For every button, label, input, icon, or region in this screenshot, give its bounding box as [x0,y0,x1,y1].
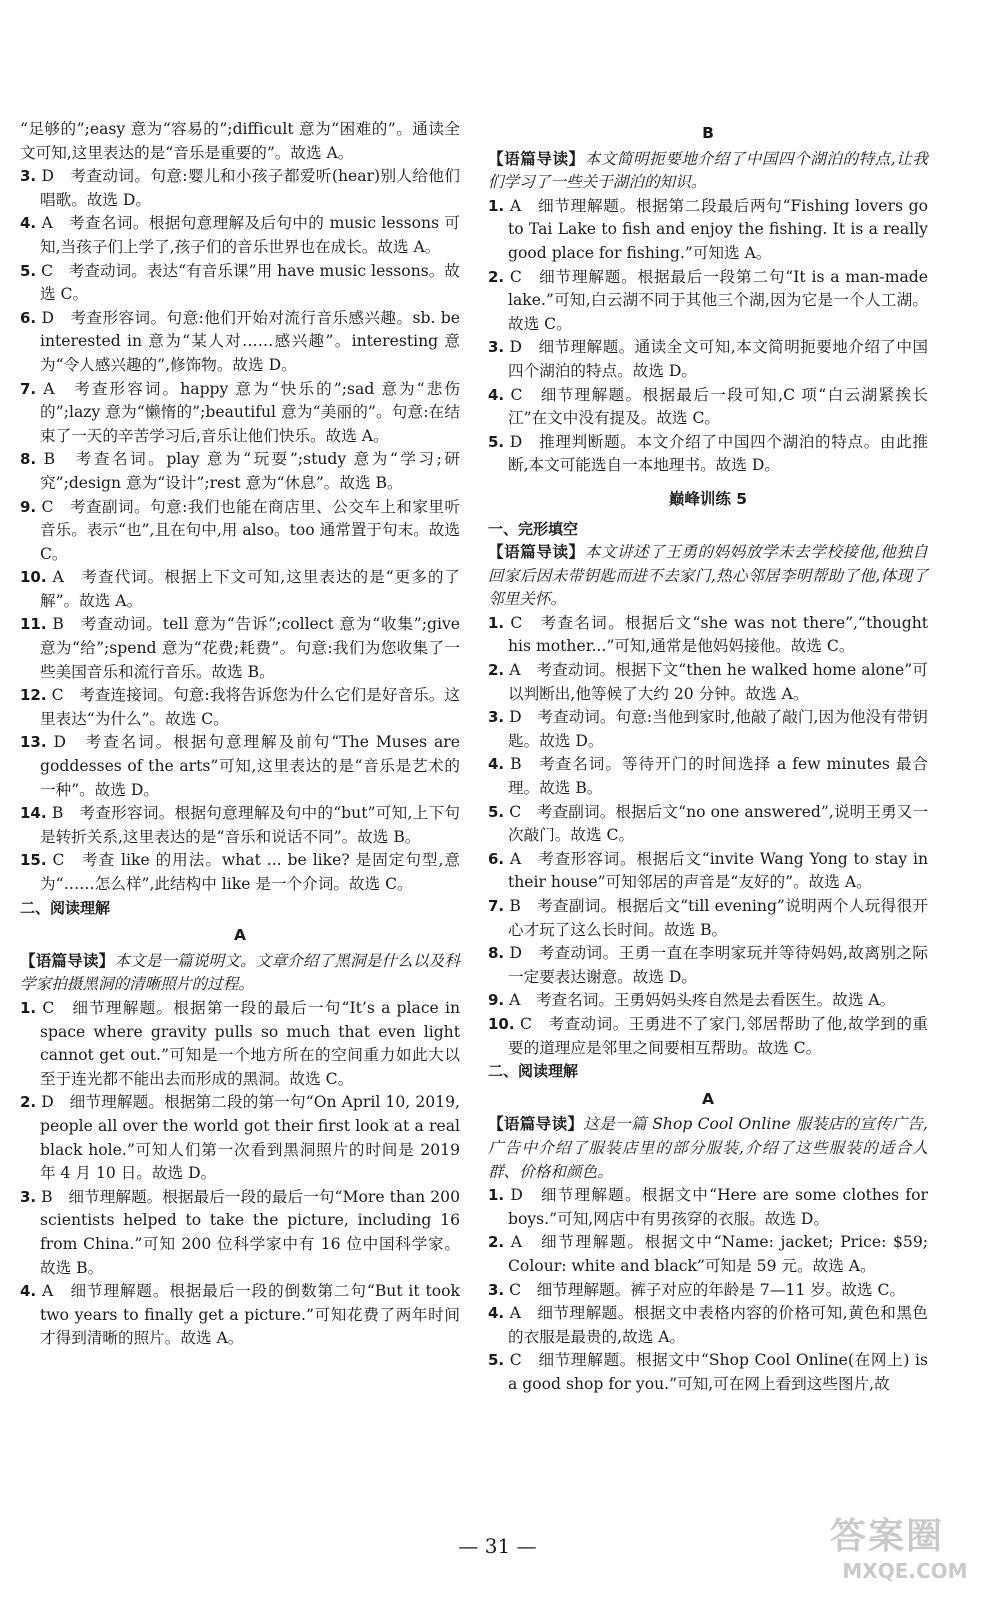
watermark-en: MXQE.COM [842,1559,968,1583]
answer-item [488,612,928,659]
answer-text: A 细节理解题。根据文中“Name: jacket; Price: $59; Colour: white and black”可知是 59 元。故选 A。 [508,1233,928,1275]
answer-number: 7. [20,379,37,398]
answer-text: B 细节理解题。根据最后一段的最后一句“More than 200 scientists helped to take the picture, including 16 from China.”可知 200 位科学家中有 16 位中国科学家。故选 B。 [40,1187,460,1277]
answer-number: 6. [20,308,37,327]
answer-item [20,1280,460,1351]
answer-number: 2. [488,1233,505,1252]
passage-a-label-left: A [234,926,246,945]
answer-text: A 考查动词。根据下文“then he walked home alone”可以判断出,他等候了大约 20 分钟。故选 A。 [508,661,928,703]
passage-guide [488,1113,928,1184]
answer-text: D 推理判断题。本文介绍了中国四个湖泊的特点。由此推断,本文可能选自一本地理书。故选 D。 [508,432,928,475]
answer-text: A 考查形容词。根据后文“invite Wang Yong to stay in their house”可知邻居的声音是“友好的”。故选 A。 [508,849,928,892]
answer-text: B 考查名词。等待开门的时间选择 a few minutes 最合理。故选 B。 [508,755,928,798]
answer-number: 3. [488,708,505,727]
answer-text: D 考查动词。王勇一直在李明家玩并等待妈妈,故离别之际一定要表达谢意。故选 D。 [508,944,928,986]
answer-item [20,378,460,449]
answer-number: 4. [488,1304,505,1323]
passage-b-item-list [488,195,928,478]
answer-text: A 考查形容词。happy 意为“快乐的”;sad 意为“悲伤的”;lazy 意为“懒惰的”;beautiful 意为“美丽的”。句意:在结束了一天的辛苦学习后,音乐让他们快乐。故选 A。 [40,379,460,445]
answer-number: 5. [488,802,505,821]
answer-text: D 考查动词。句意:当他到家时,他敲了敲门,因为他没有带钥匙。故选 D。 [508,708,928,750]
intro-text: “足够的”;easy 意为“容易的”;difficult 意为“困难的”。通读全文可知,这里表达的是“音乐是重要的”。故选 A。 [20,120,460,162]
answer-number: 15. [20,851,47,870]
cloze-guide [488,541,928,612]
passage-a-item-list [488,1184,928,1396]
answer-item [488,1349,928,1396]
answer-item [488,1013,928,1060]
answer-text: A 细节理解题。根据第二段最后两句“Fishing lovers go to Tai Lake to fish and enjoy the fishing. It is a really good place for fishing.”可知选 A。 [508,196,928,262]
answer-item [20,802,460,849]
answer-number: 3. [20,167,37,186]
answer-text: A 考查名词。王勇妈妈头疼自然是去看医生。故选 A。 [509,991,896,1010]
answer-item [20,496,460,567]
answer-text: C 细节理解题。根据文中“Shop Cool Online(在网上) is a good shop for you.”可知,可在网上看到这些图片,故 [508,1351,928,1393]
answer-text: B 考查动词。tell 意为“告诉”;collect 意为“收集”;give 意为“给”;spend 意为“花费;耗费”。句意:我们为您收集了一些美国音乐和流行音乐。故选 B。 [40,615,460,681]
answer-text: D 考查名词。根据句意理解及前句“The Muses are goddesses of the arts”可知,这里表达的是“音乐是艺术的一种”。故选 D。 [40,733,460,799]
answer-item [20,212,460,259]
answer-number: 13. [20,733,47,752]
answer-number: 5. [488,432,505,451]
right-column [488,118,928,1396]
guide-text: 这是一篇 Shop Cool Online 服装店的宣传广告,广告中介绍了服装店里的部分服装,介绍了这些服装的适合人群、价格和颜色。 [488,1115,928,1181]
answer-number: 4. [488,385,505,404]
answer-item [20,307,460,378]
answer-number: 10. [488,1014,515,1033]
answer-item [20,448,460,495]
section-reading-left: 二、阅读理解 [20,898,111,917]
guide-tag: 【语篇导读】 [488,1115,584,1134]
answer-number: 14. [20,804,47,823]
answer-item [488,801,928,848]
answer-text: D 细节理解题。根据文中“Here are some clothes for boys.”可知,网店中有男孩穿的衣服。故选 D。 [508,1186,928,1228]
answer-number: 3. [488,1280,505,1299]
passage-b-label: B [702,124,714,142]
answer-number: 6. [488,849,505,868]
answer-item [20,684,460,731]
answer-number: 4. [20,1282,37,1301]
answer-item [488,942,928,989]
answer-text: C 考查副词。根据后文“no one answered”,说明王勇又一次敲门。故选 C。 [508,802,928,845]
answer-text: B 考查形容词。根据句意理解及句中的“but”可知,上下句是转折关系,这里表达的是“音乐和说话不同”。故选 B。 [40,804,460,846]
answer-item [488,1279,928,1303]
answer-item [488,384,928,431]
guide-tag: 【语篇导读】 [20,951,115,970]
answer-item [20,997,460,1091]
page-number: — 31 — [458,1534,537,1558]
answer-item [488,1231,928,1278]
answer-number: 2. [488,661,505,680]
answer-number: 3. [488,338,505,357]
answer-text: D 细节理解题。根据第二段的第一句“On April 10, 2019, people all over the world got their first look at a real black hole.”可知人们第一次看到黑洞照片的时间是 2019 年 4 月 10 日。故选 D。 [40,1093,460,1183]
training-title: 巅峰训练 5 [668,489,748,508]
answer-number: 1. [488,1186,505,1205]
answer-item [488,1302,928,1349]
guide-tag: 【语篇导读】 [488,149,585,168]
answer-number: 10. [20,568,47,587]
guide-tag: 【语篇导读】 [488,543,585,562]
answer-text: D 细节理解题。通读全文可知,本文简明扼要地介绍了中国四个湖泊的特点。故选 D。 [508,338,928,380]
answer-text: C 细节理解题。根据最后一段第二句“It is a man-made lake.”可知,白云湖不同于其他三个湖,因为它是一个人工湖。故选 C。 [508,267,928,333]
guide-text: 本文简明扼要地介绍了中国四个湖泊的特点,让我们学习了一些关于湖泊的知识。 [488,149,928,192]
answer-item [20,165,460,212]
answer-text: B 考查副词。根据后文“till evening”说明两个人玩得很开心才玩了这么长时间。故选 B。 [508,897,928,939]
answer-number: 9. [20,497,37,516]
answer-text: C 考查动词。表达“有音乐课”用 have music lessons。故选 C。 [40,261,460,304]
answer-item [20,1091,460,1185]
answer-number: 5. [488,1351,505,1370]
answer-number: 3. [20,1187,37,1206]
answer-number: 12. [20,686,47,705]
cloze-item-list [488,612,928,1060]
answer-text: C 考查名词。根据后文“she was not there”,“thought his mother...”可知,通常是他妈妈接他。故选 C。 [508,613,929,656]
answer-item [488,336,928,383]
answer-item [488,753,928,800]
answer-item [488,989,928,1013]
answer-item [488,706,928,753]
answer-number: 9. [488,991,505,1010]
section-reading-right: 二、阅读理解 [488,1062,579,1081]
answer-number: 4. [20,214,37,233]
answer-text: C 考查 like 的用法。what ... be like? 是固定句型,意为“……怎么样”,此结构中 like 是一个介词。故选 C。 [40,851,460,893]
answer-item [20,1186,460,1280]
answer-number: 4. [488,755,505,774]
answer-text: C 考查连接词。句意:我将告诉您为什么它们是好音乐。这里表达“为什么”。故选 C。 [40,686,460,728]
answer-item [20,731,460,802]
answer-item [488,895,928,942]
answer-item [488,848,928,895]
answer-number: 8. [20,450,37,469]
guide-text: 本文讲述了王勇的妈妈放学未去学校接他,他独自回家后因未带钥匙而进不去家门,热心邻居李明帮助了他,体现了邻里关怀。 [488,543,928,609]
passage-guide [488,148,928,195]
answer-text: C 考查动词。王勇进不了家门,邻居帮助了他,故学到的重要的道理应是邻里之间要相互帮助。故选 C。 [508,1014,928,1057]
answer-item [20,849,460,896]
answer-text: D 考查形容词。句意:他们开始对流行音乐感兴趣。sb. be interested in 意为“某人对……感兴趣”。interesting 意为“令人感兴趣的”,修饰物。故选 D。 [40,308,460,374]
answer-number: 1. [488,196,505,215]
passage-guide [20,950,460,997]
answer-number: 2. [488,267,505,286]
answer-text: C 细节理解题。裤子对应的年龄是 7—11 岁。故选 C。 [509,1280,906,1299]
section-cloze: 一、完形填空 [488,519,579,538]
answer-text: A 考查名词。根据句意理解及后句中的 music lessons 可知,当孩子们上学了,孩子们的音乐世界也在成长。故选 A。 [40,214,460,256]
answer-item [488,431,928,478]
guide-text: 本文是一篇说明文。文章介绍了黑洞是什么以及科学家拍摄黑洞的清晰照片的过程。 [20,951,460,994]
answer-item [20,566,460,613]
answer-text: C 细节理解题。根据最后一段可知,C 项“白云湖紧挨长江”在文中没有提及。故选 C。 [508,385,928,428]
answer-text: A 细节理解题。根据文中表格内容的价格可知,黄色和黑色的衣服是最贵的,故选 A。 [508,1304,928,1346]
answer-number: 1. [488,613,505,632]
answer-text: B 考查名词。play 意为“玩耍”;study 意为“学习;研究”;design 意为“设计”;rest 意为“休息”。故选 B。 [40,450,460,492]
passage-a-item-list [20,997,460,1351]
answer-text: A 细节理解题。根据最后一段的倒数第二句“But it took two years to finally get a picture.”可知花费了两年时间才得到清晰的照片。故选 A。 [40,1282,460,1348]
answer-item [488,1184,928,1231]
answer-number: 11. [20,615,47,634]
answer-text: D 考查动词。句意:婴儿和小孩子都爱听(hear)别人给他们唱歌。故选 D。 [40,167,460,209]
passage-a-label-right: A [702,1089,714,1108]
left-item-list [20,165,460,896]
answer-text: A 考查代词。根据上下文可知,这里表达的是“更多的了解”。故选 A。 [40,568,460,610]
answer-number: 1. [20,998,37,1017]
watermark-logo [830,1515,980,1595]
answer-item [20,613,460,684]
answer-number: 8. [488,944,505,963]
answer-number: 7. [488,897,505,915]
answer-item [488,659,928,706]
answer-number: 2. [20,1093,37,1112]
answer-item [488,195,928,266]
answer-text: C 考查副词。句意:我们也能在商店里、公交车上和家里听音乐。表示“也”,且在句中,用 also。too 通常置于句末。故选 C。 [40,497,460,563]
watermark-cn: 答案圈 [830,1516,945,1557]
answer-item [20,260,460,307]
answer-number: 5. [20,261,37,280]
answer-item [488,266,928,337]
answer-text: C 细节理解题。根据第一段的最后一句“It’s a place in space where gravity pulls so much that even light cannot get out.”可知是一个地方所在的空间重力如此大以至于连光都不能出去而形成的黑洞。故选 C。 [40,998,460,1088]
left-column [20,118,460,1351]
